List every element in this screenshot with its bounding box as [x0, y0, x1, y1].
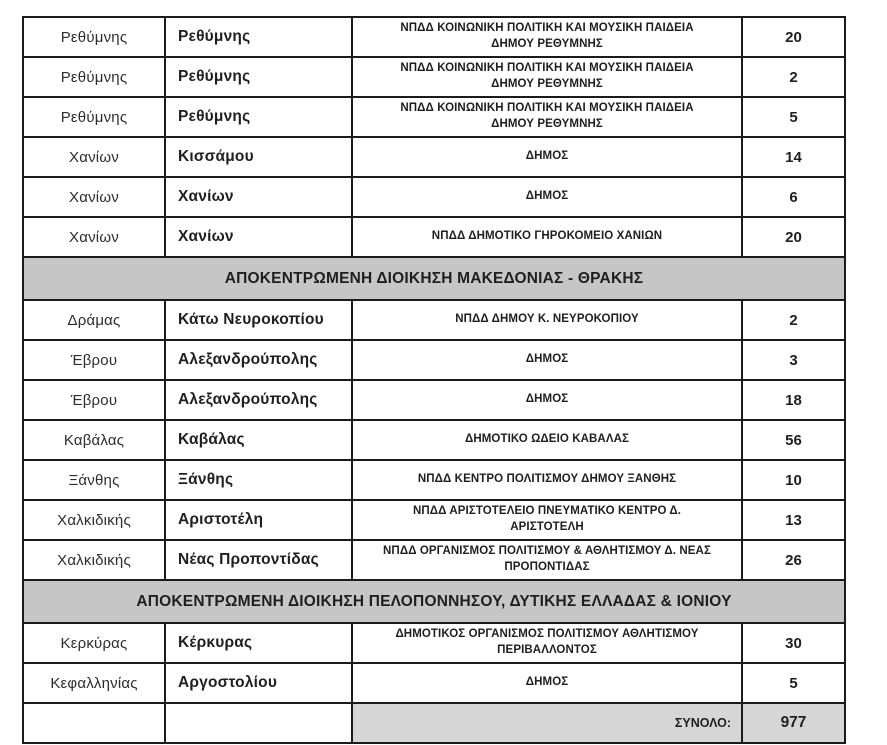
- municipality-cell: Αριστοτέλη: [165, 500, 352, 540]
- table-row: [23, 500, 845, 540]
- table-row: [23, 540, 845, 580]
- prefecture-cell: Χαλκιδικής: [23, 540, 165, 580]
- count-cell: 2: [742, 57, 845, 97]
- table-row: [23, 420, 845, 460]
- entity-cell: ΔΗΜΟΣ: [352, 137, 742, 177]
- table-row: [23, 97, 845, 137]
- entity-cell: ΔΗΜΟΤΙΚΟΣ ΟΡΓΑΝΙΣΜΟΣ ΠΟΛΙΤΙΣΜΟΥ ΑΘΛΗΤΙΣΜΟΥ ΠΕΡΙΒΑΛΛΟΝΤΟΣ: [352, 623, 742, 663]
- count-cell: 20: [742, 217, 845, 257]
- table-row: [23, 137, 845, 177]
- table-row: [23, 460, 845, 500]
- entity-cell: ΔΗΜΟΤΙΚΟ ΩΔΕΙΟ ΚΑΒΑΛΑΣ: [352, 420, 742, 460]
- table-row: [23, 17, 845, 57]
- count-cell: 20: [742, 17, 845, 57]
- prefecture-cell: Έβρου: [23, 340, 165, 380]
- count-cell: 26: [742, 540, 845, 580]
- total-label-cell: ΣΥΝΟΛΟ:: [352, 703, 742, 743]
- municipality-cell: Χανίων: [165, 217, 352, 257]
- table-row: [23, 623, 845, 663]
- section-header-row: [23, 257, 845, 300]
- municipality-cell: Κισσάμου: [165, 137, 352, 177]
- municipality-cell: Ρεθύμνης: [165, 17, 352, 57]
- entity-cell: ΝΠΔΔ ΔΗΜΟΤΙΚΟ ΓΗΡΟΚΟΜΕΙΟ ΧΑΝΙΩΝ: [352, 217, 742, 257]
- section-header-row: [23, 580, 845, 623]
- prefecture-cell: Ξάνθης: [23, 460, 165, 500]
- prefecture-cell: Ρεθύμνης: [23, 17, 165, 57]
- table-row: [23, 380, 845, 420]
- count-cell: 6: [742, 177, 845, 217]
- count-cell: 10: [742, 460, 845, 500]
- municipality-cell: Ρεθύμνης: [165, 57, 352, 97]
- empty-cell: [165, 703, 352, 743]
- table-row: [23, 177, 845, 217]
- table-row: [23, 57, 845, 97]
- empty-cell: [23, 703, 165, 743]
- table-row: [23, 217, 845, 257]
- prefecture-cell: Χανίων: [23, 177, 165, 217]
- entity-cell: ΝΠΔΔ ΟΡΓΑΝΙΣΜΟΣ ΠΟΛΙΤΙΣΜΟΥ & ΑΘΛΗΤΙΣΜΟΥ Δ. ΝΕΑΣ ΠΡΟΠΟΝΤΙΔΑΣ: [352, 540, 742, 580]
- entity-cell: ΝΠΔΔ ΚΕΝΤΡΟ ΠΟΛΙΤΙΣΜΟΥ ΔΗΜΟΥ ΞΑΝΘΗΣ: [352, 460, 742, 500]
- prefecture-cell: Χαλκιδικής: [23, 500, 165, 540]
- entity-cell: ΔΗΜΟΣ: [352, 663, 742, 703]
- table-row: [23, 340, 845, 380]
- total-value-cell: 977: [742, 703, 845, 743]
- municipality-cell: Αλεξανδρούπολης: [165, 380, 352, 420]
- count-cell: 3: [742, 340, 845, 380]
- section-header-label: ΑΠΟΚΕΝΤΡΩΜΕΝΗ ΔΙΟΙΚΗΣΗ ΠΕΛΟΠΟΝΝΗΣΟΥ, ΔΥΤΙΚΗΣ ΕΛΛΑΔΑΣ & ΙΟΝΙΟΥ: [23, 580, 845, 623]
- municipality-cell: Κάτω Νευροκοπίου: [165, 300, 352, 340]
- prefecture-cell: Κερκύρας: [23, 623, 165, 663]
- municipality-cell: Καβάλας: [165, 420, 352, 460]
- prefecture-cell: Χανίων: [23, 217, 165, 257]
- entity-cell: ΔΗΜΟΣ: [352, 340, 742, 380]
- entity-cell: ΝΠΔΔ ΚΟΙΝΩΝΙΚΗ ΠΟΛΙΤΙΚΗ ΚΑΙ ΜΟΥΣΙΚΗ ΠΑΙΔΕΙΑ ΔΗΜΟΥ ΡΕΘΥΜΝΗΣ: [352, 57, 742, 97]
- prefecture-cell: Δράμας: [23, 300, 165, 340]
- section-header-label: ΑΠΟΚΕΝΤΡΩΜΕΝΗ ΔΙΟΙΚΗΣΗ ΜΑΚΕΔΟΝΙΑΣ - ΘΡΑΚΗΣ: [23, 257, 845, 300]
- municipality-cell: Αλεξανδρούπολης: [165, 340, 352, 380]
- entity-cell: ΝΠΔΔ ΚΟΙΝΩΝΙΚΗ ΠΟΛΙΤΙΚΗ ΚΑΙ ΜΟΥΣΙΚΗ ΠΑΙΔΕΙΑ ΔΗΜΟΥ ΡΕΘΥΜΝΗΣ: [352, 17, 742, 57]
- count-cell: 14: [742, 137, 845, 177]
- prefecture-cell: Κεφαλληνίας: [23, 663, 165, 703]
- table-row: [23, 663, 845, 703]
- entity-cell: ΝΠΔΔ ΔΗΜΟΥ Κ. ΝΕΥΡΟΚΟΠΙΟΥ: [352, 300, 742, 340]
- count-cell: 5: [742, 663, 845, 703]
- prefecture-cell: Έβρου: [23, 380, 165, 420]
- prefecture-cell: Καβάλας: [23, 420, 165, 460]
- count-cell: 5: [742, 97, 845, 137]
- entity-cell: ΝΠΔΔ ΑΡΙΣΤΟΤΕΛΕΙΟ ΠΝΕΥΜΑΤΙΚΟ ΚΕΝΤΡΟ Δ. ΑΡΙΣΤΟΤΕΛΗ: [352, 500, 742, 540]
- count-cell: 30: [742, 623, 845, 663]
- allocation-table: [22, 16, 846, 744]
- municipality-cell: Κέρκυρας: [165, 623, 352, 663]
- entity-cell: ΔΗΜΟΣ: [352, 380, 742, 420]
- count-cell: 2: [742, 300, 845, 340]
- count-cell: 18: [742, 380, 845, 420]
- table-body: [23, 17, 845, 743]
- municipality-cell: Χανίων: [165, 177, 352, 217]
- count-cell: 13: [742, 500, 845, 540]
- prefecture-cell: Ρεθύμνης: [23, 57, 165, 97]
- table-row: [23, 300, 845, 340]
- entity-cell: ΝΠΔΔ ΚΟΙΝΩΝΙΚΗ ΠΟΛΙΤΙΚΗ ΚΑΙ ΜΟΥΣΙΚΗ ΠΑΙΔΕΙΑ ΔΗΜΟΥ ΡΕΘΥΜΝΗΣ: [352, 97, 742, 137]
- municipality-cell: Αργοστολίου: [165, 663, 352, 703]
- municipality-cell: Νέας Προποντίδας: [165, 540, 352, 580]
- count-cell: 56: [742, 420, 845, 460]
- prefecture-cell: Ρεθύμνης: [23, 97, 165, 137]
- municipality-cell: Ξάνθης: [165, 460, 352, 500]
- total-row: [23, 703, 845, 743]
- entity-cell: ΔΗΜΟΣ: [352, 177, 742, 217]
- prefecture-cell: Χανίων: [23, 137, 165, 177]
- municipality-cell: Ρεθύμνης: [165, 97, 352, 137]
